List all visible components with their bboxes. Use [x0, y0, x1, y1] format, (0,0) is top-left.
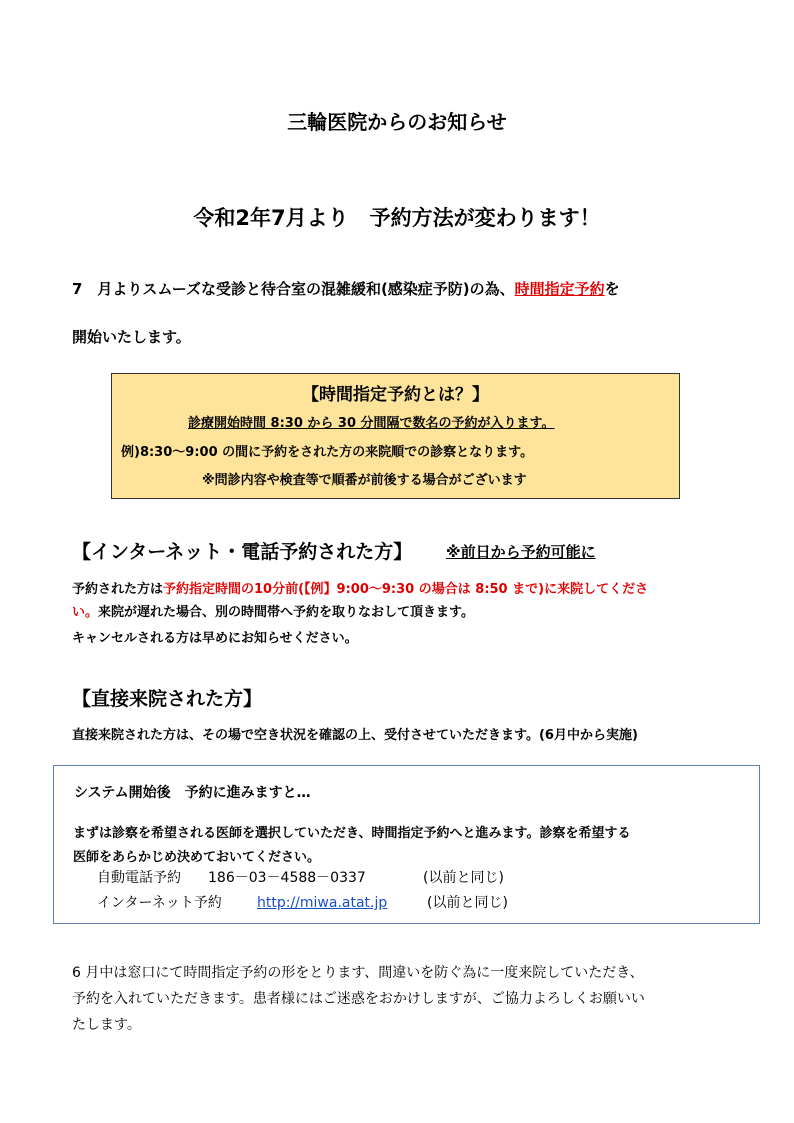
section-internet-red-text-end: い。: [72, 605, 99, 620]
system-box-paragraph-1: まずは診察を希望される医師を選択していただき、時間指定予約へと進みます。診察を希望する: [73, 826, 631, 841]
section-internet-text-2: 来院が遅れた場合、別の時間帯へ予約を取りなおして頂きます。: [98, 605, 474, 620]
info-box-line-2: 例)8:30～9:00 の間に予約をされた方の来院順での診察となります。: [121, 445, 534, 460]
section-internet-paragraph-1: [72, 578, 648, 597]
section-internet-red-text: 予約指定時間の10分前(【例】9:00～9:30 の場合は 8:50 まで)に来院してくださ: [163, 582, 649, 597]
system-box: [53, 765, 760, 924]
intro-highlight: 時間指定予約: [514, 280, 605, 298]
phone-number: 186－03－4588－0337: [208, 870, 366, 886]
intro-text: 7 月よりスムーズな受診と待合室の混雑緩和(感染症予防)の為、: [72, 280, 515, 298]
info-box-heading: 【時間指定予約とは？】: [302, 385, 489, 405]
section-internet-heading: 【インターネット・電話予約された方】: [72, 541, 413, 563]
section-internet-text: 予約された方は: [72, 582, 164, 597]
footer-line-2: 予約を入れていただきます。患者様にはご迷惑をおかけしますが、ご協力よろしくお願いい: [72, 991, 645, 1007]
page-subtitle: 令和2年7月より 予約方法が変わります！: [193, 206, 601, 230]
phone-reservation-row: [97, 867, 504, 887]
internet-reservation-label: インターネット予約: [97, 895, 222, 911]
footer-line-3: たします。: [72, 1017, 141, 1033]
internet-reservation-row: [97, 892, 508, 912]
system-box-paragraph-2: 医師をあらかじめ決めておいてください。: [73, 850, 321, 865]
intro-text-end: を: [604, 280, 620, 298]
system-box-title: システム開始後 予約に進みますと…: [74, 785, 311, 801]
section-internet-paragraph-2: [72, 601, 474, 620]
info-box-line-1: 診療開始時間 8:30 から 30 分間隔で数名の予約が入ります。: [188, 416, 555, 431]
reservation-url-link[interactable]: http://miwa.atat.jp: [257, 895, 388, 911]
section-internet-paragraph-3: キャンセルされる方は早めにお知らせください。: [72, 631, 358, 646]
section-direct-paragraph: 直接来院された方は、その場で空き状況を確認の上、受付させていただきます。(6月中から実施): [72, 728, 638, 743]
section-direct-heading: 【直接来院された方】: [72, 688, 263, 710]
page-title: 三輪医院からのお知らせ: [287, 110, 507, 134]
internet-note: (以前と同じ): [427, 895, 508, 911]
intro-line-1: [72, 278, 620, 299]
intro-line-2: 開始いたします。: [72, 328, 191, 346]
info-box: [111, 373, 680, 499]
phone-note: (以前と同じ): [423, 870, 504, 886]
info-box-line-3: ※問診内容や検査等で順番が前後する場合がございます: [202, 473, 527, 488]
section-internet-note: ※前日から予約可能に: [446, 543, 596, 561]
phone-reservation-label: 自動電話予約: [97, 870, 181, 886]
footer-line-1: 6 月中は窓口にて時間指定予約の形をとります、間違いを防ぐ為に一度来院していただき、: [72, 965, 644, 981]
